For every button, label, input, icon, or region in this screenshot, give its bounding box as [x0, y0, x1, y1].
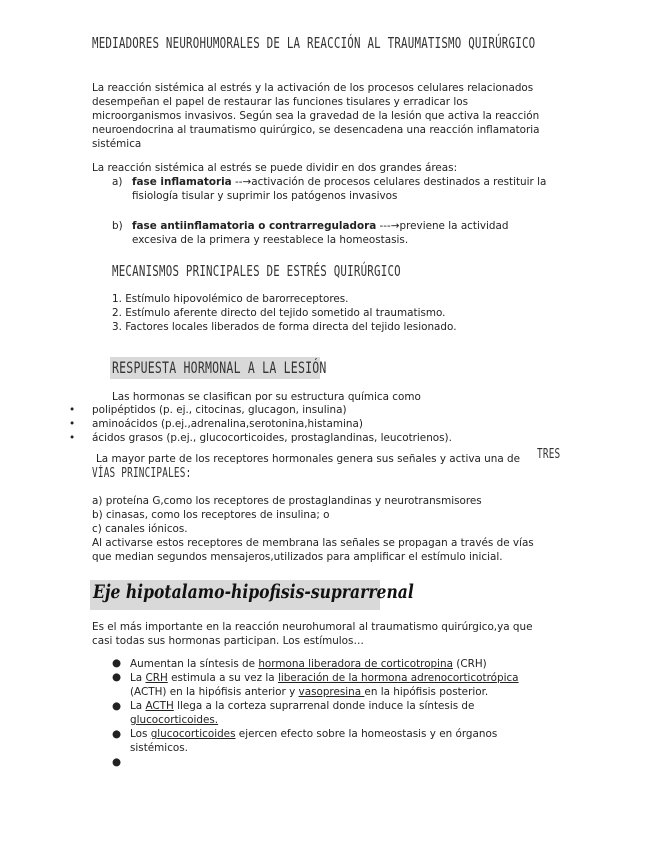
intro-line: La reacción sistémica al estrés y la activación de los procesos celulares relacionados	[92, 82, 534, 94]
handwritten-tres: TRES	[537, 447, 561, 462]
intro-line: microorganismos invasivos. Según sea la gravedad de la lesión que activa la reacción	[92, 110, 540, 122]
list-marker: b)	[112, 220, 123, 232]
activar-text: Al activarse estos receptores de membrana las señales se propagan a través de vías	[92, 537, 534, 549]
eje-bullet-2	[130, 671, 519, 685]
eje-bullet-1	[130, 657, 487, 671]
text: llega a la corteza suprarrenal donde induce la síntesis de	[173, 700, 475, 712]
bullet-item: ácidos grasos (p.ej., glucocorticoides, prostaglandinas, leucotrienos).	[92, 432, 452, 444]
intro-line: neuroendocrina al traumatismo quirúrgico, se desencadena una reacción inflamatoria	[92, 124, 540, 136]
list-item-text: Factores locales liberados de forma directa del tejido lesionado.	[125, 321, 457, 333]
bullet-dot: ●	[112, 700, 122, 712]
eje-bullet-3	[130, 699, 474, 713]
list-item-text: Estímulo hipovolémico de barorreceptores.	[125, 293, 349, 305]
bullet-dot: •	[69, 418, 76, 430]
respuesta-lead: Las hormonas se clasifican por su estructura química como	[112, 391, 421, 403]
phase-a-term: fase inflamatoria	[132, 176, 232, 188]
eje-lead: Es el más importante en la reacción neurohumoral al traumatismo quirúrgico,ya que	[92, 621, 533, 633]
underlined-term: hormona liberadora de corticotropina	[258, 658, 453, 670]
text: La	[130, 700, 146, 712]
via-item: b) cinasas, como los receptores de insulina; o	[92, 509, 330, 521]
phase-b	[132, 219, 508, 233]
text: en la hipófisis posterior.	[364, 686, 489, 698]
list-number: 2.	[112, 307, 126, 319]
underlined-term: glucocorticoides.	[130, 714, 219, 726]
underlined-term: CRH	[145, 672, 168, 684]
bullet-item: aminoácidos (p.ej.,adrenalina,serotonina,histamina)	[92, 418, 363, 430]
bullet-dot: ●	[112, 657, 122, 669]
list-item	[112, 306, 457, 320]
via-item: a) proteína G,como los receptores de prostaglandinas y neurotransmisores	[92, 495, 482, 507]
text: La	[130, 672, 146, 684]
list-item	[112, 292, 457, 306]
activar-text: que median segundos mensajeros,utilizados para amplificar el estímulo inicial.	[92, 551, 503, 563]
handwritten-vias: VÍAS PRINCIPALES:	[92, 466, 192, 481]
list-number: 1.	[112, 293, 126, 305]
section-heading-respuesta: RESPUESTA HORMONAL A LA LESIÓN	[112, 358, 327, 377]
underlined-term: vasopresina	[298, 686, 365, 698]
via-item: c) canales iónicos.	[92, 523, 188, 535]
intro-line: sistémica	[92, 138, 142, 150]
list-item-text: Estímulo aferente directo del tejido sometido al traumatismo.	[125, 307, 446, 319]
phase-a-text: activación de procesos celulares destinados a restituir la	[251, 176, 547, 188]
phase-a-text-cont: fisiología tisular y suprimir los patógenos invasivos	[132, 190, 398, 202]
bullet-dot: ●	[112, 756, 122, 768]
phase-a	[132, 175, 546, 189]
underlined-term: glucocorticoides	[150, 728, 236, 740]
bullet-dot: ●	[112, 671, 122, 683]
receptores-text: La mayor parte de los receptores hormonales genera sus señales y activa una de	[96, 453, 520, 465]
text: (ACTH) en la hipófisis anterior y	[130, 686, 299, 698]
text: ejercen efecto sobre la homeostasis y en órganos	[235, 728, 498, 740]
eje-bullet-2-cont	[130, 685, 488, 699]
numbered-list	[112, 292, 457, 334]
text: estimula a su vez la	[167, 672, 278, 684]
text: Los	[130, 728, 151, 740]
bullet-dot: ●	[112, 728, 122, 740]
bullet-dot: •	[69, 432, 76, 444]
division-lead: La reacción sistémica al estrés se puede dividir en dos grandes áreas:	[92, 162, 458, 174]
section-heading-eje: Eje hipotalamo-hipofisis-suprarrenal	[93, 581, 414, 603]
bullet-dot: •	[69, 404, 76, 416]
underlined-term: liberación de la hormona adrenocorticotrópica	[277, 672, 519, 684]
phase-b-text-cont: excesiva de la primera y reestablece la homeostasis.	[132, 234, 409, 246]
phase-b-term: fase antiinflamatoria o contrarreguladora	[132, 220, 377, 232]
document-title: MEDIADORES NEUROHUMORALES DE LA REACCIÓN AL TRAUMATISMO QUIRÚRGICO	[92, 34, 536, 52]
intro-paragraph	[92, 81, 592, 151]
intro-line: desempeñan el papel de restaurar las funciones tisulares y erradicar los	[92, 96, 469, 108]
eje-bullet-4	[130, 727, 497, 741]
list-number: 3.	[112, 321, 126, 333]
eje-bullet-3-cont	[130, 713, 218, 727]
list-marker: a)	[112, 176, 123, 188]
phase-b-text: previene la actividad	[399, 220, 509, 232]
eje-bullet-4-cont: sistémicos.	[130, 742, 188, 754]
text: Aumentan la síntesis de	[130, 658, 259, 670]
list-item	[112, 320, 457, 334]
arrow: --→	[235, 176, 252, 188]
bullet-item: polipéptidos (p. ej., citocinas, glucagon, insulina)	[92, 404, 347, 416]
underlined-term: ACTH	[145, 700, 174, 712]
text: (CRH)	[452, 658, 487, 670]
eje-lead: casi todas sus hormonas participan. Los estímulos…	[92, 635, 364, 647]
section-heading-mecanismos: MECANISMOS PRINCIPALES DE ESTRÉS QUIRÚRGICO	[112, 262, 401, 280]
arrow: ---→	[379, 220, 400, 232]
